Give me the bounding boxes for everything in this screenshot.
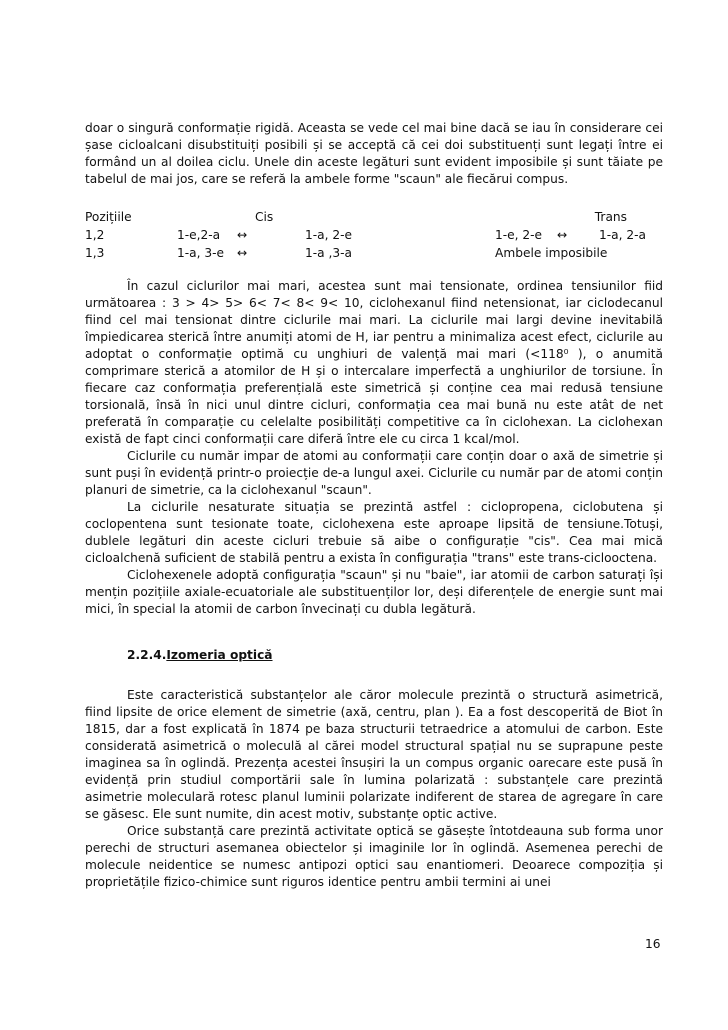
- equilibrium-arrow: ↔: [237, 246, 248, 260]
- table-row: [85, 228, 663, 246]
- header-cis: Cis: [255, 210, 274, 224]
- equilibrium-arrow: ↔: [557, 228, 568, 242]
- section-title: Izomeria optică: [166, 648, 273, 662]
- paragraph-cyclohexenes: Ciclohexenele adoptă configurația "scaun" și nu "baie", iar atomii de carbon saturați își mențin pozițiile axiale-ecuatoriale ale substituenților lor, deși diferențele de energie sunt mai mici, în special la atomii de carbon învecinați cu dubla legătură.: [85, 568, 663, 616]
- document-page: [85, 120, 663, 891]
- section-heading: [127, 647, 663, 664]
- trans-conformation-a: 1-e, 2-e: [495, 228, 543, 242]
- cis-conformation-b: 1-a, 2-e: [305, 228, 353, 242]
- equilibrium-arrow: ↔: [237, 228, 248, 242]
- paragraph-intro: doar o singură conformație rigidă. Aceasta se vede cel mai bine dacă se iau în considerare cei șase cicloalcani disubstituiți posibili și se acceptă că cei doi substituenți sunt legați între ei formând un al doilea ciclu. Unele din aceste legături sunt evident imposibile și sunt tăiate pe tabelul de mai jos, care se referă la ambele forme "scaun" ale fiecărui compus.: [85, 121, 663, 186]
- trans-conformation-a: Ambele imposibile: [495, 246, 608, 260]
- paragraph-odd-cycles: Ciclurile cu număr impar de atomi au conformații care conțin doar o axă de simetrie și sunt puși în evidență printr-o proiecție de-a lungul axei. Ciclurile cu număr par de atomi conțin planuri de simetrie, ca la ciclohexanul "scaun".: [85, 449, 663, 497]
- cis-conformation-b: 1-a ,3-a: [305, 246, 352, 260]
- table-row: [85, 246, 663, 264]
- paragraph-enantiomers: Orice substanță care prezintă activitate optică se găsește întotdeauna sub forma unor perechi de structuri asemanea obiectelor și imaginile lor în oglindă. Asemenea perechi de molecule neidentice se numesc antipozi optici sau enantiomeri. Deoarece compoziția și proprietățile fizico-chimice sunt riguros identice pentru ambii termini ai unei: [85, 824, 663, 889]
- header-pozitiile: Pozițiile: [85, 210, 132, 224]
- cis-conformation-a: 1-e,2-a: [177, 228, 221, 242]
- paragraph-cycle-tension: În cazul ciclurilor mai mari, acestea sunt mai tensionate, ordinea tensiunilor fiid următoarea : 3 > 4> 5> 6< 7< 8< 9< 10, ciclohexanul fiind netensionat, iar ciclodecanul fiind cel mai tensionat dintre ciclurile mai mari. La ciclurile mai largi devine inevitabilă împiedicarea sterică între anumiți atomi de H, iar pentru a minimaliza acest efect, ciclurile au adoptat o conformație optimă cu unghiuri de valență mai mari (<118⁰ ), o anumită comprimare sterică a atomilor de H și o intercalare imperfectă a unghiurilor de torsiune. În fiecare caz conformația preferențială este simetrică și conține cea mai redusă tensiune torsională, însă în nici unul dintre cicluri, conformația cea mai bună nu este atât de net preferată în comparație cu celelalte posibilități competitive ca în ciclohexan. La ciclohexan există de fapt cinci conformații care diferă între ele cu circa 1 kcal/mol.: [85, 279, 663, 446]
- table-header-row: [85, 210, 663, 228]
- row-position: 1,3: [85, 246, 105, 260]
- paragraph-unsaturated-cycles: La ciclurile nesaturate situația se prezintă astfel : ciclopropena, ciclobutena și coclopentena sunt tesionate toate, ciclohexena este aproape lipsită de tensiune.Totuși, dublele legături din aceste cicluri trebuie să aibe o configurație "cis". Cea mai mică cicloalchenă suficient de stabilă pentru a exista în configurația "trans" este trans-ciclooctena.: [85, 500, 663, 565]
- section-number: 2.2.4.: [127, 648, 167, 662]
- page-number: 16: [645, 937, 661, 951]
- paragraph-optical-asymmetry: Este caracteristică substanțelor ale căror molecule prezintă o structură asimetrică, fiind lipsite de orice element de simetrie (axă, centru, plan ). Ea a fost descoperită de Biot în 1815, dar a fost explicată în 1874 pe baza structurii tetraedrice a atomului de carbon. Este considerată asimetrică o moleculă al cărei model structural spațial nu se suprapune peste imaginea sa în oglindă. Prezența acestei însușiri la un compus organic oarecare este pusă în evidență prin studiul comportării sale în lumina polarizată : substanțele care prezintă asimetrie moleculară rotesc planul luminii polarizate indiferent de starea de agregare în care se găsesc. Ele sunt numite, din acest motiv, substanțe optic active.: [85, 688, 663, 821]
- header-trans: Trans: [594, 210, 627, 224]
- row-position: 1,2: [85, 228, 105, 242]
- trans-conformation-b: 1-a, 2-a: [599, 228, 646, 242]
- cis-conformation-a: 1-a, 3-e: [177, 246, 225, 260]
- positions-table: [85, 210, 663, 264]
